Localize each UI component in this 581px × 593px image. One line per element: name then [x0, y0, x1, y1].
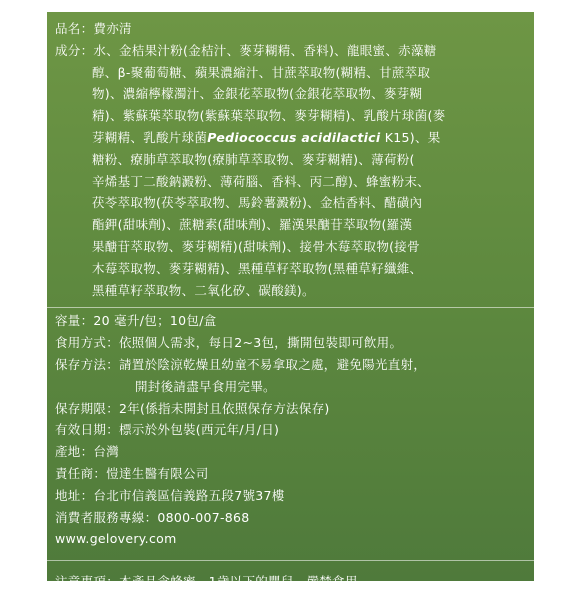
- notice-divider: [47, 560, 534, 561]
- product-info-panel: [47, 12, 534, 590]
- ingredients-line-5b: K15)、果: [384, 129, 441, 145]
- expiry-row: 有效日期：標示於外包裝(西元年/月/日): [55, 422, 280, 438]
- product-name-value: 費亦清: [93, 21, 132, 36]
- storage-row-1: 保存方法：請置於陰涼乾燥且幼童不易拿取之處，避免陽光直射，: [55, 356, 427, 372]
- ingredients-row: [55, 40, 526, 62]
- ingredients-line-2: 醇、β-聚葡萄糖、蘋果濃縮汁、甘蔗萃取物(糊精、甘蔗萃取: [92, 64, 431, 80]
- website-row: www.gelovery.com: [55, 531, 177, 547]
- ingredients-line-6: 糖粉、療肺草萃取物(療肺草萃取物、麥芽糊精)、薄荷粉(: [92, 151, 415, 167]
- section-divider: [47, 307, 534, 308]
- product-name-row: [55, 18, 526, 40]
- hotline-row: 消費者服務專線：0800-007-868: [55, 509, 250, 525]
- bacteria-species-name: Pediococcus acidilactici: [207, 129, 381, 145]
- ingredients-label: 成分：: [55, 42, 94, 58]
- manufacturer-row: 責任商：愷達生醫有限公司: [55, 465, 209, 481]
- ingredients-line-1: 水、金桔果汁粉(金桔汁、麥芽糊精、香料)、龍眼蜜、赤藻糖: [93, 42, 437, 58]
- notice-row: 注意事項：本產品含蜂蜜，1歲以下的嬰兒，嚴禁食用。: [55, 574, 371, 590]
- ingredients-line-8: 茯苓萃取物(茯苓萃取物、馬鈴薯澱粉)、金桔香料、醋磺內: [92, 195, 423, 211]
- storage-row-2: 開封後請盡早食用完畢。: [135, 378, 276, 394]
- usage-row: 食用方式：依照個人需求，每日2~3包，撕開包裝即可飲用。: [55, 335, 403, 351]
- ingredients-line-3: 物)、濃縮檸檬濁汁、金銀花萃取物(金銀花萃取物、麥芽糊: [92, 86, 423, 102]
- origin-row: 產地：台灣: [55, 444, 120, 460]
- ingredients-line-9: 酯鉀(甜味劑)、蔗糖素(甜味劑)、羅漢果醣苷萃取物(羅漢: [92, 217, 413, 233]
- address-row: 地址：台北市信義區信義路五段7號37樓: [55, 487, 285, 503]
- ingredients-line-5a: 芽糊精、乳酸片球菌: [92, 129, 208, 145]
- ingredients-line-5: [55, 127, 526, 149]
- capacity-row: 容量：20 毫升/包；10包/盒: [55, 313, 217, 329]
- ingredients-line-7: 辛烯基丁二酸鈉澱粉、薄荷腦、香料、丙二醇)、蜂蜜粉末、: [92, 173, 430, 189]
- ingredients-line-4: 精)、紫蘇葉萃取物(紫蘇葉萃取物、麥芽糊精)、乳酸片球菌(麥: [92, 108, 446, 124]
- ingredients-line-10: 果醣苷萃取物、麥芽糊精)(甜味劑)、接骨木莓萃取物(接骨: [92, 238, 420, 254]
- ingredients-line-11: 木莓萃取物、麥芽糊精)、黑種草籽萃取物(黑種草籽纖維、: [92, 260, 423, 276]
- ingredients-line-12: 黑種草籽萃取物、二氧化矽、碳酸鎂)。: [92, 282, 315, 298]
- shelf-life-row: 保存期限：2年(係指未開封且依照保存方法保存): [55, 400, 330, 416]
- product-name-label: 品名：: [55, 21, 94, 36]
